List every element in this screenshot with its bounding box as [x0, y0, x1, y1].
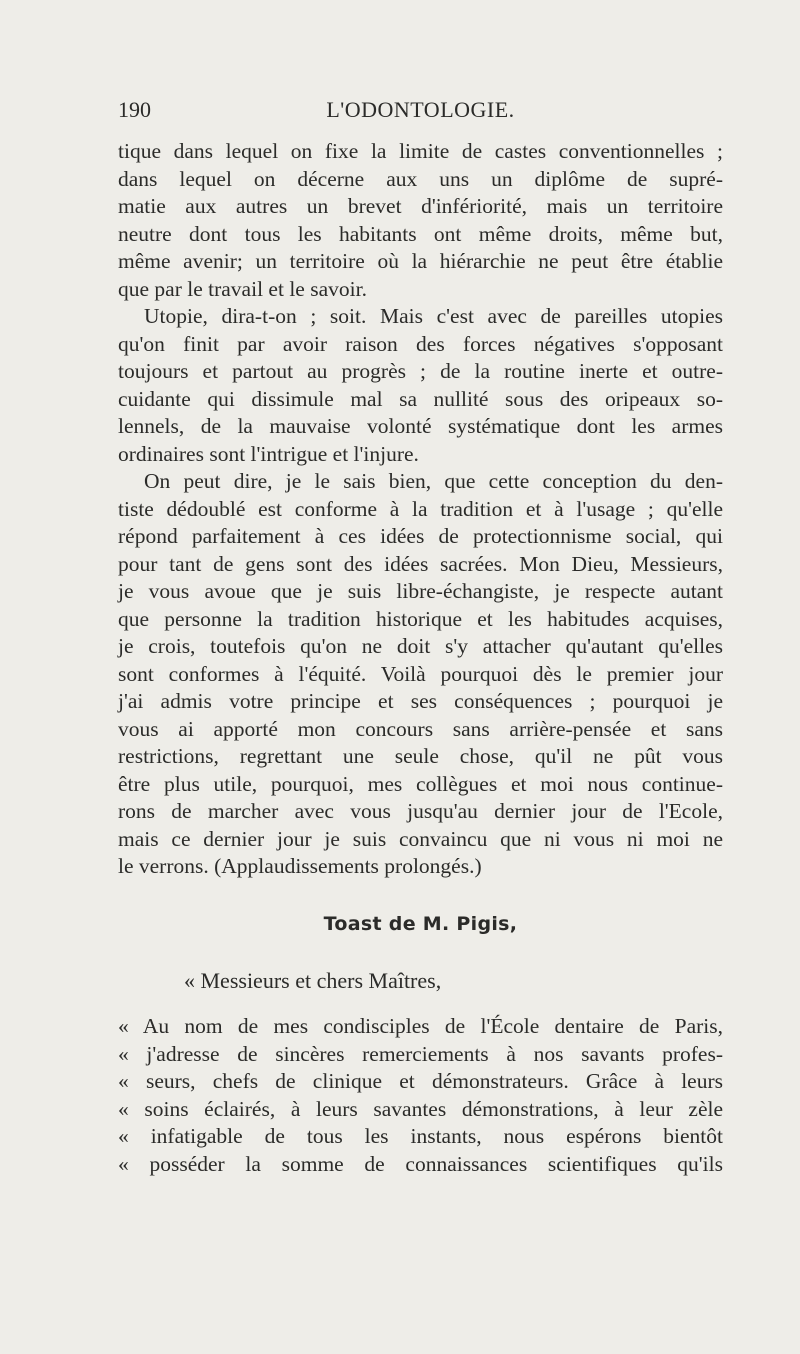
text-line: On peut dire, je le sais bien, que cette conception du den- — [144, 469, 723, 493]
text-line: qu'on finit par avoir raison des forces négatives s'opposant — [118, 331, 723, 356]
speech-line: « Au nom de mes condisciples de l'École dentaire de Paris, — [118, 1014, 723, 1038]
text-line: vous ai apporté mon concours sans arrière-pensée et sans — [118, 716, 723, 741]
text-line: toujours et partout au progrès ; de la routine inerte et outre- — [118, 359, 723, 383]
text-line: j'ai admis votre principe et ses conséquences ; pourquoi je — [118, 689, 723, 713]
salutation: « Messieurs et chers Maîtres, — [184, 968, 442, 993]
text-line: répond parfaitement à ces idées de protectionnisme social, qui — [118, 524, 723, 548]
text-line: ordinaires sont l'intrigue et l'injure. — [118, 441, 419, 466]
section-heading: Toast de M. Pigis, — [323, 913, 518, 935]
running-title: L'ODONTOLOGIE. — [326, 97, 515, 122]
body-text — [118, 138, 723, 881]
text-line: cuidante qui dissimule mal sa nullité sous des oripeaux so- — [118, 386, 723, 411]
text-line: matie aux autres un brevet d'infériorité, mais un territoire — [118, 194, 723, 218]
speech-line: « j'adresse de sincères remerciements à nos savants profes- — [118, 1041, 723, 1066]
text-line: sont conformes à l'équité. Voilà pourquoi dès le premier jour — [118, 661, 723, 686]
text-line: tique dans lequel on fixe la limite de castes conventionnelles ; — [118, 139, 723, 163]
page-header — [118, 97, 723, 127]
text-line: que par le travail et le savoir. — [118, 276, 367, 301]
toast-speech — [118, 1013, 723, 1178]
text-line: Utopie, dira-t-on ; soit. Mais c'est avec de pareilles utopies — [144, 304, 723, 328]
text-line: pour tant de gens sont des idées sacrées. Mon Dieu, Messieurs, — [118, 551, 723, 576]
text-line: lennels, de la mauvaise volonté systématique dont les armes — [118, 414, 723, 438]
text-line: que personne la tradition historique et les habitudes acquises, — [118, 606, 723, 631]
text-line: tiste dédoublé est conforme à la tradition et à l'usage ; qu'elle — [118, 496, 723, 521]
speech-line: « soins éclairés, à leurs savantes démonstrations, à leur zèle — [118, 1096, 723, 1121]
text-line: je vous avoue que je suis libre-échangiste, je respecte autant — [118, 579, 723, 603]
text-line: restrictions, regrettant une seule chose, qu'il ne pût vous — [118, 744, 723, 768]
speech-line: « posséder la somme de connaissances scientifiques qu'ils — [118, 1151, 723, 1176]
text-line: être plus utile, pourquoi, mes collègues et moi nous continue- — [118, 771, 723, 796]
text-line: rons de marcher avec vous jusqu'au dernier jour de l'Ecole, — [118, 799, 723, 823]
text-line: même avenir; un territoire où la hiérarchie ne peut être établie — [118, 249, 723, 273]
speech-line: « seurs, chefs de clinique et démonstrateurs. Grâce à leurs — [118, 1069, 723, 1093]
text-line: mais ce dernier jour je suis convaincu que ni vous ni moi ne — [118, 826, 723, 851]
page-number: 190 — [118, 97, 151, 122]
text-line: neutre dont tous les habitants ont même droits, même but, — [118, 221, 723, 246]
text-line: dans lequel on décerne aux uns un diplôme de supré- — [118, 166, 723, 191]
speech-line: « infatigable de tous les instants, nous espérons bientôt — [118, 1124, 723, 1148]
text-line: le verrons. (Applaudissements prolongés.) — [118, 854, 482, 878]
text-line: je crois, toutefois qu'on ne doit s'y attacher qu'autant qu'elles — [118, 634, 723, 658]
